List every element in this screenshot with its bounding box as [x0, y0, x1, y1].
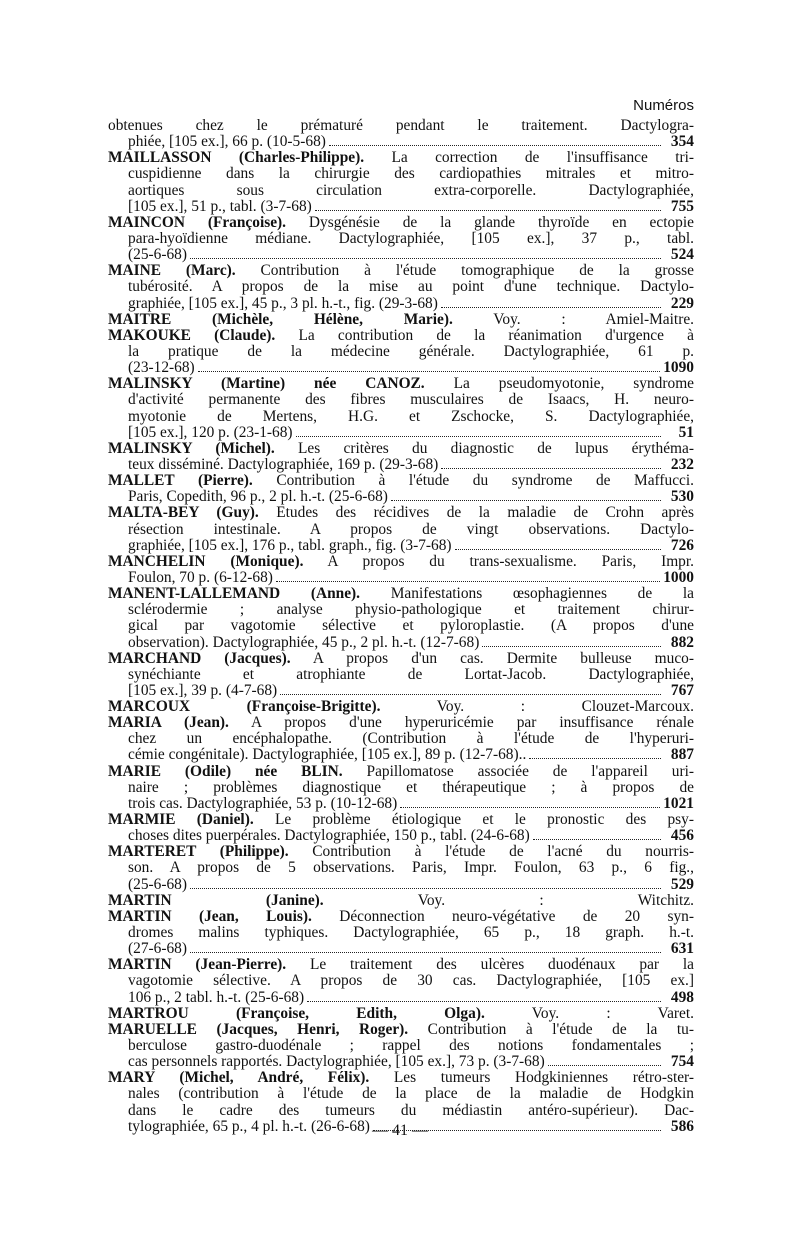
- entry-line: [108, 392, 694, 408]
- entry-text: Etudes des récidives de la maladie de Crohn après: [258, 505, 694, 522]
- author-name: MARTERET (Philippe).: [108, 844, 289, 861]
- entry-text: résection intestinale. A propos de vingt observations. Dactylo-: [128, 521, 694, 538]
- entry-text: graphiée, [105 ex.], 176 p., tabl. graph., fig. (3-7-68): [128, 537, 452, 554]
- index-entry: [108, 118, 694, 150]
- entry-text: Le traitement des ulcères duodénaux par la: [286, 957, 694, 974]
- entry-list: [108, 118, 694, 1135]
- entry-last-line: [108, 360, 694, 376]
- author-name: MARTIN (Jean-Pierre).: [108, 957, 287, 974]
- author-name: MARTIN (Jean, Louis).: [108, 908, 312, 925]
- entry-text: dans le cadre des tumeurs du médiastin antéro-supérieur). Dac-: [128, 1102, 694, 1119]
- entry-text: A propos du trans-sexualisme. Paris, Impr.: [303, 553, 694, 570]
- entry-text: [105 ex.], 51 p., tabl. (3-7-68): [128, 198, 312, 215]
- dot-leader: [455, 539, 661, 550]
- dot-leader: [280, 684, 661, 695]
- entry-number: 524: [670, 247, 694, 264]
- entry-text: son. A propos de 5 observations. Paris, Impr. Foulon, 63 p., 6 fig.,: [128, 860, 694, 877]
- entry-text: (27-6-68): [128, 941, 187, 958]
- entry-line: [108, 618, 694, 634]
- entry-text: Paris, Copedith, 96 p., 2 pl. h.-t. (25-6-68): [128, 489, 388, 506]
- entry-text: Papillomatose associée de l'appareil uri-: [342, 763, 694, 780]
- index-entry: [108, 376, 694, 441]
- entry-text: phiée, [105 ex.], 66 p. (10-5-68): [128, 134, 326, 151]
- entry-last-line: [108, 489, 694, 505]
- entry-text: nales (contribution à l'étude de la place de la maladie de Hodgkin: [128, 1086, 694, 1103]
- entry-number: 498: [670, 989, 694, 1006]
- entry-text: trois cas. Dactylographiée, 53 p. (10-12-68): [128, 795, 398, 812]
- entry-text: berculose gastro-duodénale ; rappel des notions fondamentales ;: [128, 1038, 694, 1055]
- author-name: MAKOUKE (Claude).: [108, 327, 276, 344]
- entry-last-line: [108, 570, 694, 586]
- entry-text: vagotomie sélective. A propos de 30 cas. Dactylographiée, [105 ex.]: [128, 973, 694, 990]
- entry-text: Contribution à l'étude de la tu-: [408, 1021, 694, 1038]
- index-entry: [108, 651, 694, 699]
- dot-leader: [329, 135, 661, 146]
- entry-line: [108, 844, 694, 860]
- entry-text: [105 ex.], 120 p. (23-1-68): [128, 424, 293, 441]
- entry-text: Les critères du diagnostic de lupus érythéma-: [274, 440, 694, 457]
- entry-text: La pseudomyotonie, syndrome: [424, 376, 694, 393]
- page-number: — 41 —: [372, 1122, 428, 1139]
- author-name: MANENT-LALLEMAND (Anne).: [108, 586, 361, 603]
- dot-leader: [533, 829, 661, 840]
- page-header: Numéros: [633, 97, 694, 114]
- entry-number: 586: [670, 1118, 694, 1135]
- dot-leader: [529, 748, 661, 759]
- entry-text: naire ; problèmes diagnostique et thérapeutique ; à propos de: [128, 779, 694, 796]
- page: [108, 96, 694, 1135]
- entry-last-line: [108, 425, 694, 441]
- author-name: MARIE (Odile) née BLIN.: [108, 763, 343, 780]
- entry-line: [108, 1070, 694, 1086]
- entry-text: Manifestations œsophagiennes de la: [360, 586, 694, 603]
- entry-text: synéchiante et atrophiante de Lortat-Jacob. Dactylographiée,: [128, 666, 694, 683]
- index-entry: [108, 150, 694, 215]
- entry-number: 882: [670, 634, 694, 651]
- author-name: MALINSKY (Martine) née CANOZ.: [108, 376, 425, 393]
- entry-number: 1021: [663, 795, 694, 812]
- entry-last-line: [108, 457, 694, 473]
- entry-text: aortiques sous circulation extra-corporelle. Dactylographiée,: [128, 182, 694, 199]
- entry-text: cémie congénitale). Dactylographiée, [105 ex.], 89 p. (12-7-68)..: [128, 747, 527, 764]
- index-entry: [108, 715, 694, 763]
- index-entry: [108, 1006, 694, 1022]
- dot-leader: [198, 361, 661, 372]
- author-name: MARMIE (Daniel).: [108, 812, 254, 829]
- dot-leader: [441, 297, 661, 308]
- author-name: MALTA-BEY (Guy).: [108, 505, 259, 522]
- entry-text: observation). Dactylographiée, 45 p., 2 pl. h.-t. (12-7-68): [128, 634, 480, 651]
- entry-number: 51: [678, 424, 694, 441]
- entry-line: [108, 312, 694, 328]
- index-entry: [108, 215, 694, 263]
- entry-line: [108, 651, 694, 667]
- entry-text: cas personnels rapportés. Dactylographiée, [105 ex.], 73 p. (3-7-68): [128, 1054, 545, 1071]
- entry-last-line: [108, 538, 694, 554]
- dot-leader: [190, 248, 661, 259]
- dot-leader: [391, 490, 661, 501]
- entry-number: 229: [670, 295, 694, 312]
- index-entry: [108, 699, 694, 715]
- entry-line: [108, 150, 694, 166]
- entry-line: [108, 860, 694, 876]
- entry-number: 529: [670, 876, 694, 893]
- entry-line: [108, 183, 694, 199]
- index-entry: [108, 764, 694, 812]
- entry-text: Voy. : Clouzet-Marcoux.: [380, 699, 694, 716]
- index-entry: [108, 893, 694, 909]
- entry-line: [108, 731, 694, 747]
- author-name: MARUELLE (Jacques, Henri, Roger).: [108, 1021, 409, 1038]
- author-name: MAINCON (Françoise).: [108, 214, 287, 231]
- dot-leader: [548, 1055, 661, 1066]
- entry-text: dromes malins typhiques. Dactylographiée, 65 p., 18 graph. h.-t.: [128, 925, 694, 942]
- entry-last-line: [108, 296, 694, 312]
- author-name: MARTIN (Janine).: [108, 892, 324, 909]
- entry-text: sclérodermie ; analyse physio-pathologique et traitement chirur-: [128, 602, 694, 619]
- entry-text: Contribution à l'étude de l'acné du nourris-: [288, 844, 694, 861]
- entry-line: [108, 505, 694, 521]
- entry-last-line: [108, 635, 694, 651]
- entry-line: [108, 812, 694, 828]
- entry-last-line: [108, 828, 694, 844]
- entry-line: [108, 715, 694, 731]
- entry-last-line: [108, 199, 694, 215]
- entry-last-line: [108, 990, 694, 1006]
- author-name: MANCHELIN (Monique).: [108, 553, 304, 570]
- entry-last-line: [108, 1054, 694, 1070]
- index-entry: [108, 263, 694, 311]
- entry-number: 354: [670, 134, 694, 151]
- author-name: MALLET (Pierre).: [108, 473, 253, 490]
- index-entry: [108, 312, 694, 328]
- entry-line: [108, 764, 694, 780]
- index-entry: [108, 957, 694, 1005]
- entry-text: Le problème étiologique et le pronostic des psy-: [253, 812, 694, 829]
- entry-number: 1000: [663, 569, 694, 586]
- author-name: MARIA (Jean).: [108, 715, 229, 732]
- entry-line: [108, 973, 694, 989]
- entry-line: [108, 231, 694, 247]
- entry-text: Voy. : Varet.: [484, 1005, 694, 1022]
- entry-text: graphiée, [105 ex.], 45 p., 3 pl. h.-t., fig. (29-3-68): [128, 295, 438, 312]
- entry-last-line: [108, 247, 694, 263]
- entry-line: [108, 780, 694, 796]
- entry-text: Voy. : Amiel-Maitre.: [452, 311, 694, 328]
- entry-text: Contribution à l'étude tomographique de la grosse: [235, 263, 694, 280]
- author-name: MAINE (Marc).: [108, 263, 236, 280]
- entry-number: 1090: [663, 360, 694, 377]
- dot-leader: [296, 426, 661, 437]
- entry-text: 106 p., 2 tabl. h.-t. (25-6-68): [128, 989, 305, 1006]
- index-entry: [108, 328, 694, 376]
- entry-line: [108, 409, 694, 425]
- entry-line: [108, 925, 694, 941]
- entry-number: 767: [670, 682, 694, 699]
- entry-last-line: [108, 683, 694, 699]
- author-name: MARY (Michel, André, Félix).: [108, 1070, 370, 1087]
- entry-text: La contribution de la réanimation d'urgence à: [275, 327, 694, 344]
- dot-leader: [307, 991, 661, 1002]
- index-entry: [108, 554, 694, 586]
- entry-text: chez un encéphalopathe. (Contribution à l'étude de l'hyperuri-: [128, 731, 694, 748]
- index-entry: [108, 1022, 694, 1070]
- entry-number: 530: [670, 489, 694, 506]
- entry-text: myotonie de Mertens, H.G. et Zschocke, S. Dactylographiée,: [128, 408, 694, 425]
- author-name: MARCHAND (Jacques).: [108, 650, 291, 667]
- entry-number: 887: [670, 747, 694, 764]
- entry-line: [108, 344, 694, 360]
- entry-text: la pratique de la médecine générale. Dactylographiée, 61 p.: [128, 343, 694, 360]
- entry-line: [108, 1006, 694, 1022]
- entry-number: 754: [670, 1054, 694, 1071]
- entry-text: Contribution à l'étude du syndrome de Maffucci.: [252, 473, 694, 490]
- entry-line: [108, 215, 694, 231]
- entry-text: A propos d'une hyperuricémie par insuffisance rénale: [228, 715, 694, 732]
- index-entry: [108, 586, 694, 651]
- dot-leader: [190, 878, 661, 889]
- entry-text: Dysgénésie de la glande thyroïde en ectopie: [286, 214, 694, 231]
- entry-line: [108, 473, 694, 489]
- entry-line: [108, 602, 694, 618]
- entry-line: [108, 1022, 694, 1038]
- index-entry: [108, 844, 694, 892]
- author-name: MARCOUX (Françoise-Brigitte).: [108, 699, 381, 716]
- entry-text: (23-12-68): [128, 360, 195, 377]
- entry-number: 232: [670, 456, 694, 473]
- dot-leader: [276, 571, 660, 582]
- entry-text: Voy. : Witchitz.: [323, 892, 694, 909]
- entry-line: [108, 279, 694, 295]
- dot-leader: [315, 200, 661, 211]
- entry-last-line: [108, 941, 694, 957]
- entry-text: d'activité permanente des fibres musculaires de Isaacs, H. neuro-: [128, 392, 694, 409]
- entry-text: La correction de l'insuffisance tri-: [364, 150, 694, 167]
- entry-line: [108, 1103, 694, 1119]
- author-name: MAILLASSON (Charles-Philippe).: [108, 150, 365, 167]
- entry-line: [108, 586, 694, 602]
- author-name: MAITRE (Michèle, Hélène, Marie).: [108, 311, 453, 328]
- entry-last-line: [108, 747, 694, 763]
- entry-text: [105 ex.], 39 p. (4-7-68): [128, 682, 278, 699]
- index-entry: [108, 812, 694, 844]
- entry-line: [108, 166, 694, 182]
- dot-leader: [190, 942, 661, 953]
- author-name: MARTROU (Françoise, Edith, Olga).: [108, 1005, 485, 1022]
- entry-text: (25-6-68): [128, 247, 187, 264]
- entry-line: [108, 441, 694, 457]
- entry-line: [108, 263, 694, 279]
- entry-number: 456: [670, 828, 694, 845]
- dot-leader: [400, 797, 660, 808]
- dot-leader: [482, 636, 661, 647]
- entry-line: [108, 554, 694, 570]
- entry-text: (25-6-68): [128, 876, 187, 893]
- entry-text: choses dites puerpérales. Dactylographiée, 150 p., tabl. (24-6-68): [128, 828, 530, 845]
- author-name: MALINSKY (Michel).: [108, 440, 275, 457]
- entry-line: [108, 1086, 694, 1102]
- entry-text: gical par vagotomie sélective et pyloroplastie. (A propos d'une: [128, 618, 694, 635]
- index-entry: [108, 441, 694, 473]
- entry-last-line: [108, 796, 694, 812]
- entry-text: tubérosité. A propos de la mise au point d'une technique. Dactylo-: [128, 279, 694, 296]
- entry-number: 726: [670, 537, 694, 554]
- entry-text: tylographiée, 65 p., 4 pl. h.-t. (26-6-68): [128, 1118, 370, 1135]
- entry-line: [108, 699, 694, 715]
- entry-line: [108, 376, 694, 392]
- entry-line: [108, 909, 694, 925]
- entry-text: Foulon, 70 p. (6-12-68): [128, 569, 273, 586]
- entry-line: [108, 1038, 694, 1054]
- index-entry: [108, 505, 694, 553]
- dot-leader: [441, 458, 661, 469]
- entry-number: 755: [670, 198, 694, 215]
- entry-line: [108, 328, 694, 344]
- entry-text: Les tumeurs Hodgkiniennes rétro-ster-: [369, 1070, 694, 1087]
- entry-line: [108, 893, 694, 909]
- entry-last-line: [108, 877, 694, 893]
- index-entry: [108, 473, 694, 505]
- entry-text: Déconnection neuro-végétative de 20 syn-: [311, 908, 694, 925]
- entry-line: [108, 667, 694, 683]
- entry-line: [108, 522, 694, 538]
- entry-line: [108, 957, 694, 973]
- entry-text: cuspidienne dans la chirurgie des cardiopathies mitrales et mitro-: [128, 166, 694, 183]
- entry-text: obtenues chez le prématuré pendant le traitement. Dactylogra-: [108, 118, 694, 134]
- entry-last-line: [108, 134, 694, 150]
- index-entry: [108, 909, 694, 957]
- entry-text: para-hyoïdienne médiane. Dactylographiée, [105 ex.], 37 p., tabl.: [128, 230, 694, 247]
- entry-text: A propos d'un cas. Dermite bulleuse muco-: [290, 650, 694, 667]
- entry-text: teux disséminé. Dactylographiée, 169 p. (29-3-68): [128, 456, 439, 473]
- entry-number: 631: [670, 941, 694, 958]
- entry-line: [108, 118, 694, 134]
